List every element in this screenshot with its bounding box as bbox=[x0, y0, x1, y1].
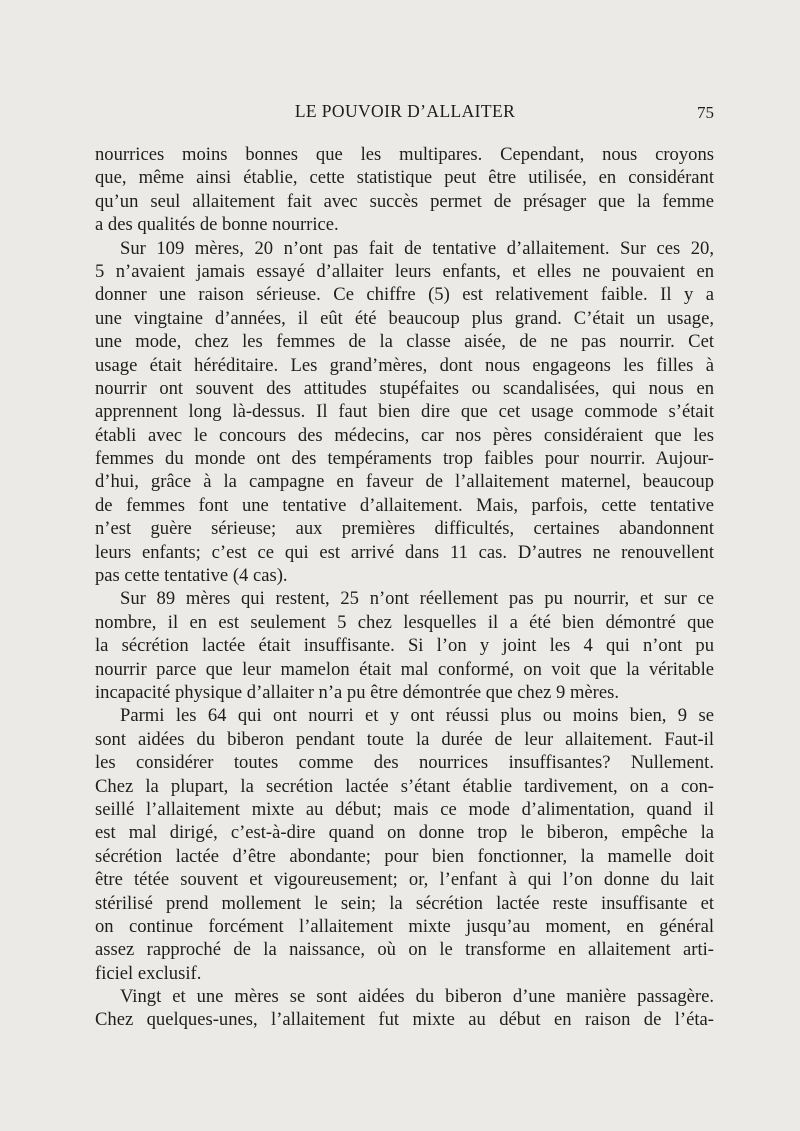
text-line: Sur 89 mères qui restent, 25 n’ont réellement pas pu nourrir, et sur ce bbox=[120, 588, 714, 610]
text-line: de femmes font une tentative d’allaitement. Mais, parfois, cette tentative bbox=[95, 494, 714, 516]
text-line: nombre, il en est seulement 5 chez lesquelles il a été bien démontré que bbox=[95, 611, 714, 633]
text-line: usage était héréditaire. Les grand’mères, dont nous engageons les filles à bbox=[95, 354, 714, 376]
text-line: nourrices moins bonnes que les multipares. Cependant, nous croyons bbox=[95, 144, 714, 165]
text-line: ficiel exclusif. bbox=[95, 962, 202, 984]
text-line: apprennent long là-dessus. Il faut bien dire que cet usage commode s’était bbox=[95, 401, 714, 423]
text-line: Chez quelques-unes, l’allaitement fut mixte au début en raison de l’éta- bbox=[95, 1009, 714, 1031]
text-line: nourrir parce que leur mamelon était mal conformé, on voit que la véritable bbox=[95, 658, 714, 680]
text-line: a des qualités de bonne nourrice. bbox=[95, 214, 339, 236]
text-line: être tétée souvent et vigoureusement; or, l’enfant à qui l’on donne du lait bbox=[95, 869, 714, 891]
running-head: LE POUVOIR D’ALLAITER bbox=[294, 101, 516, 121]
text-line: stérilisé prend mollement le sein; la sécrétion lactée reste insuffisante et bbox=[95, 892, 714, 914]
text-line: d’hui, grâce à la campagne en faveur de l’allaitement maternel, beaucoup bbox=[95, 471, 714, 493]
text-line: une mode, chez les femmes de la classe aisée, de ne pas nourrir. Cet bbox=[95, 331, 714, 353]
text-line: les considérer toutes comme des nourrices insuffisantes? Nullement. bbox=[95, 752, 714, 774]
text-line: qu’un seul allaitement fait avec succès permet de présager que la femme bbox=[95, 190, 714, 212]
text-line: 5 n’avaient jamais essayé d’allaiter leurs enfants, et elles ne pouvaient en bbox=[95, 260, 714, 282]
text-line: Chez la plupart, la secrétion lactée s’étant établie tardivement, on a con- bbox=[95, 775, 714, 797]
page-number: 75 bbox=[697, 103, 714, 122]
text-line: nourrir ont souvent des attitudes stupéfaites ou scandalisées, qui nous en bbox=[95, 377, 714, 399]
paragraph bbox=[95, 587, 714, 704]
text-line: Vingt et une mères se sont aidées du biberon d’une manière passagère. bbox=[120, 986, 714, 1008]
text-line: sont aidées du biberon pendant toute la durée de leur allaitement. Faut-il bbox=[95, 728, 714, 750]
text-line: on continue forcément l’allaitement mixte jusqu’au moment, en général bbox=[95, 915, 714, 937]
text-line: Sur 109 mères, 20 n’ont pas fait de tentative d’allaitement. Sur ces 20, bbox=[120, 237, 714, 259]
text-line: femmes du monde ont des tempéraments trop faibles pour nourrir. Aujour- bbox=[95, 448, 714, 470]
text-line: donner une raison sérieuse. Ce chiffre (5) est relativement faible. Il y a bbox=[95, 284, 714, 306]
text-line: la sécrétion lactée était insuffisante. Si l’on y joint les 4 qui n’ont pu bbox=[95, 635, 714, 657]
text-line: seillé l’allaitement mixte au début; mais ce mode d’alimentation, quand il bbox=[95, 798, 714, 820]
text-line: une vingtaine d’années, il eût été beaucoup plus grand. C’était un usage, bbox=[95, 307, 714, 329]
text-line: n’est guère sérieuse; aux premières difficultés, certaines abandonnent bbox=[95, 518, 714, 540]
paragraph bbox=[95, 704, 714, 985]
text-line: leurs enfants; c’est ce qui est arrivé dans 11 cas. D’autres ne renouvellent bbox=[95, 541, 714, 563]
text-line: assez rapproché de la naissance, où on le transforme en allaitement arti- bbox=[95, 939, 714, 961]
text-line: établi avec le concours des médecins, car nos pères considéraient que les bbox=[95, 424, 714, 446]
text-line: pas cette tentative (4 cas). bbox=[95, 565, 288, 587]
page-header bbox=[96, 101, 714, 125]
text-line: que, même ainsi établie, cette statistique peut être utilisée, en considérant bbox=[95, 167, 714, 189]
paragraph bbox=[95, 143, 714, 237]
paragraph bbox=[95, 985, 714, 1032]
body-text bbox=[95, 143, 714, 1032]
text-line: sécrétion lactée d’être abondante; pour bien fonctionner, la mamelle doit bbox=[95, 845, 714, 867]
paragraph bbox=[95, 237, 714, 588]
text-line: Parmi les 64 qui ont nourri et y ont réussi plus ou moins bien, 9 se bbox=[120, 705, 714, 727]
text-line: incapacité physique d’allaiter n’a pu être démontrée que chez 9 mères. bbox=[95, 681, 619, 703]
text-line: est mal dirigé, c’est-à-dire quand on donne trop le biberon, empêche la bbox=[95, 822, 714, 844]
